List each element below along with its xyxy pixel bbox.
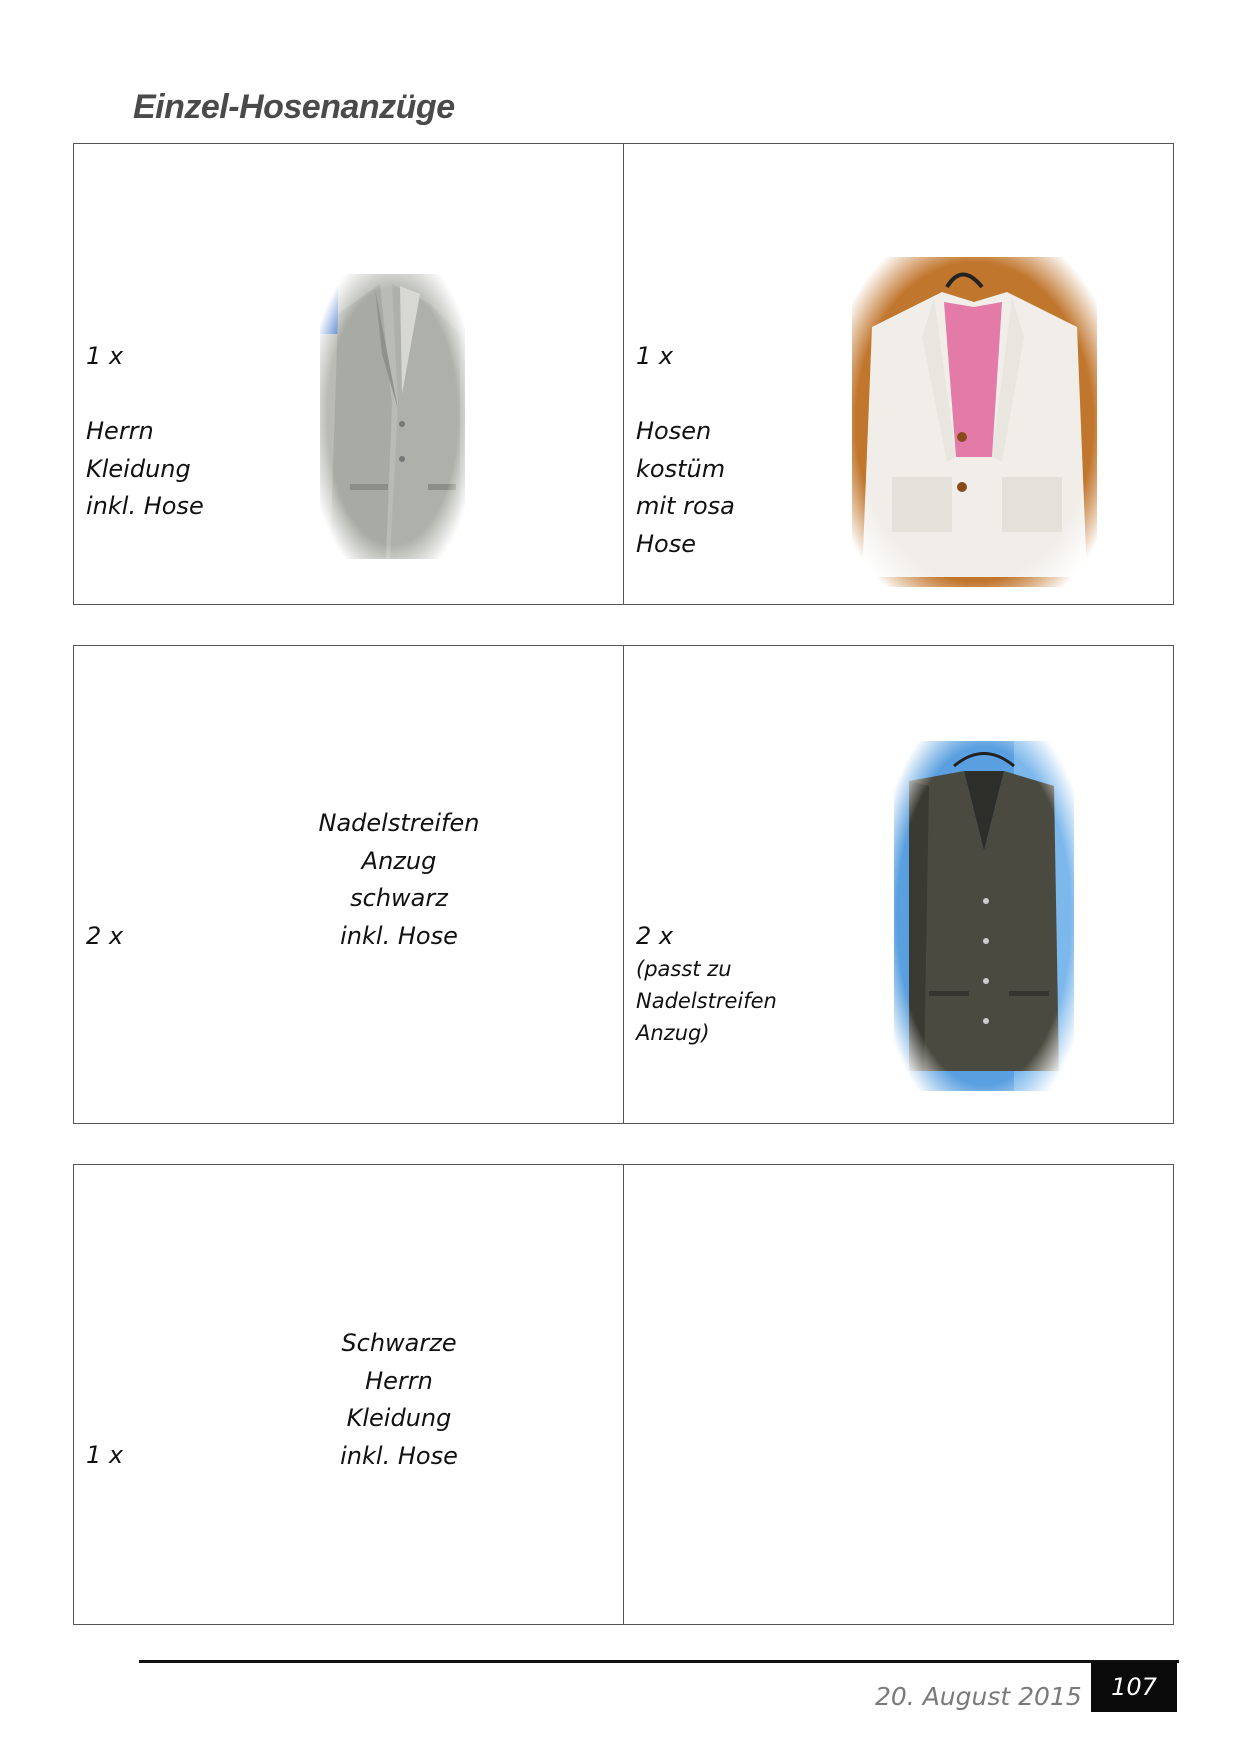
- column-divider: [623, 646, 624, 1123]
- item-2-desc-line: kostüm: [636, 454, 726, 483]
- item-4-note-line: Anzug): [636, 1021, 710, 1045]
- item-1-quantity: 1 x: [86, 342, 124, 370]
- item-2-description: [636, 413, 735, 563]
- item-5-description: [294, 1325, 504, 1475]
- item-table-2: [73, 645, 1174, 1124]
- item-2-desc-line: Hose: [636, 529, 696, 558]
- item-4-note: [636, 953, 777, 1049]
- item-3-desc-line: schwarz: [350, 884, 448, 912]
- item-4-quantity: 2 x: [636, 922, 674, 950]
- item-5-desc-line: Kleidung: [346, 1404, 452, 1432]
- item-3-quantity: 2 x: [86, 922, 124, 950]
- item-2-desc-line: Hosen: [636, 417, 712, 445]
- item-1-desc-line: Herrn: [86, 417, 154, 445]
- page-title: Einzel-Hosenanzüge: [133, 88, 455, 126]
- item-5-quantity: 1 x: [86, 1441, 124, 1469]
- item-1-description: [86, 413, 204, 526]
- item-3-desc-line: inkl. Hose: [340, 921, 458, 950]
- white-jacket-photo: [852, 257, 1097, 587]
- item-5-desc-line: Herrn: [365, 1366, 433, 1395]
- item-3-desc-line: Nadelstreifen: [318, 809, 480, 837]
- item-4-note-line: (passt zu: [636, 957, 732, 981]
- column-divider: [623, 1165, 624, 1624]
- footer-date: 20. August 2015: [875, 1682, 1082, 1711]
- item-4-note-line: Nadelstreifen: [636, 989, 777, 1013]
- item-3-description: [294, 805, 504, 955]
- column-divider: [623, 144, 624, 604]
- item-5-desc-line: inkl. Hose: [340, 1441, 458, 1470]
- grey-suit-jacket-photo: [320, 274, 465, 559]
- item-3-desc-line: Anzug: [361, 846, 437, 875]
- item-2-desc-line: mit rosa: [636, 492, 735, 520]
- footer-rule: [139, 1660, 1179, 1663]
- item-table-1: [73, 143, 1174, 605]
- pinstripe-vest-photo: [894, 741, 1074, 1091]
- item-5-desc-line: Schwarze: [341, 1329, 457, 1357]
- page-number: 107: [1091, 1662, 1177, 1712]
- item-1-desc-line: Kleidung: [86, 454, 191, 483]
- item-table-3: [73, 1164, 1174, 1625]
- item-2-quantity: 1 x: [636, 342, 674, 370]
- item-1-desc-line: inkl. Hose: [86, 492, 204, 520]
